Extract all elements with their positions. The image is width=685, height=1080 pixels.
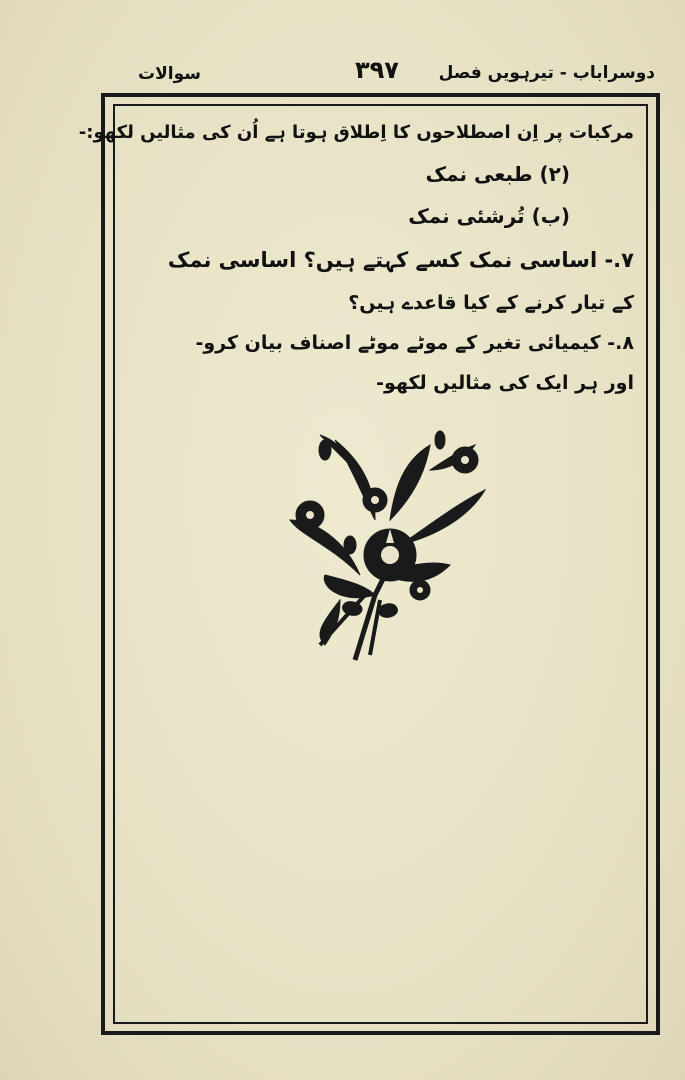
question-7: ۷.- اساسی نمک کسے کہتے ہیں؟ اساسی نمک	[167, 248, 634, 272]
question-7-continued: کے تیار کرنے کے کیا قاعدے ہیں؟	[348, 292, 634, 314]
page-number: ۳۹۷	[355, 56, 399, 84]
header-section-title: سوالات	[138, 64, 201, 84]
question-8-continued: اور ہر ایک کی مثالیں لکھو-	[376, 372, 634, 394]
floral-bouquet-icon	[280, 425, 495, 665]
question-item-b: (ب) تُرشئی نمک	[408, 204, 570, 228]
question-8: ۸.- کیمیائی تغیر کے موٹے موٹے اصناف بیان کرو-	[195, 332, 634, 354]
question-text-line: مرکبات پر اِن اصطلاحوں کا اِطلاق ہوتا ہے اُن کی مثالیں لکھو:-	[78, 122, 634, 143]
page-header	[110, 56, 655, 92]
header-chapter-title: دوسراباب - تیرہویں فصل	[438, 63, 655, 83]
question-item-a: (۲) طبعی نمک	[425, 162, 570, 186]
